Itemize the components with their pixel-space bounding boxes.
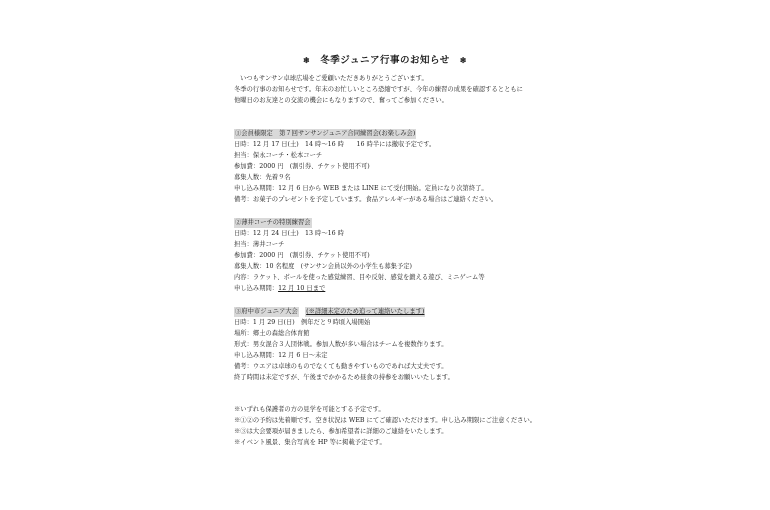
event-section-1 (234, 128, 554, 205)
event-line: 募集人数：10 名程度 (サンサン会員以外の小学生も募集予定) (234, 263, 413, 270)
event-line: 担当：薄井コーチ (234, 241, 285, 248)
event-heading: ①会員様限定 第７回サンサンジュニア合同練習会(お楽しみ会) (235, 130, 416, 137)
intro-section (234, 73, 554, 106)
event-deadline-line (234, 283, 554, 294)
event-line: 参加費：2000 円 (割引券、チケット使用不可) (234, 163, 370, 170)
event-line: 申し込み期間：12 月 6 日～未定 (234, 352, 328, 359)
event-line: 備考：ウエアは卓球のものでなくても動きやすいものであれば大丈夫です。 (234, 363, 448, 370)
intro-line: いつもサンサン卓球広場をご愛顧いただきありがとうございます。 (240, 75, 428, 82)
event-line: 担当：保永コーチ・松本コーチ (234, 152, 323, 159)
event-line: 日時：1 月 29 日(日) 例年だと９時頃入場開始 (234, 319, 371, 326)
event-section-2 (234, 217, 554, 294)
event-heading: ②薄井コーチの特別練習会 (235, 219, 311, 226)
intro-line: 冬季の行事のお知らせです。年末のお忙しいところ恐縮ですが、今年の練習の成果を確認するとともに (234, 86, 523, 93)
deadline-value: 12 月 10 日まで (278, 285, 326, 292)
snowflake-icon: ❄ (303, 55, 311, 65)
event-line: 内容：ラケット、ボールを使った感覚練習、目や反射、感覚を鍛える遊び、ミニゲーム等 (234, 274, 485, 281)
title-text: 冬季ジュニア行事のお知らせ (320, 55, 450, 66)
deadline-label: 申し込み期間： (234, 285, 279, 292)
event-line: 日時：12 月 17 日(土) 14 時～16 時 16 時半には撤収予定です。 (234, 141, 436, 148)
event-line: 参加費：2000 円 (割引券、チケット使用不可) (234, 252, 370, 259)
event-line: 場所：郷土の森総合体育館 (234, 330, 310, 337)
event-line: 備考：お菓子のプレゼントを予定しています。食品アレルギーがある場合はご連絡ください。 (234, 196, 498, 203)
snowflake-icon: ❄ (459, 55, 467, 65)
page-title (0, 53, 770, 68)
event-line: 募集人数：先着９名 (234, 174, 291, 181)
note-line: ※①②の予約は先着順です。空き状況は WEB にてご確認いただけます。申し込み期限にご注意ください。 (234, 417, 537, 424)
event-line: 申し込み期間：12 月 6 日から WEB または LINE にて受付開始。定員になり次第終了。 (234, 185, 488, 192)
notes-section (234, 404, 554, 448)
note-line: ※いずれも保護者の方の見学を可能とする予定です。 (234, 406, 385, 413)
event-heading: ③府中市ジュニア大会 (235, 308, 298, 315)
event-line: 終了時間は未定ですが、午後までかかるため昼食の持参をお願いいたします。 (234, 374, 454, 381)
event-line: 日時：12 月 24 日(土) 13 時～16 時 (234, 230, 344, 237)
event-heading-note: (※詳細未定のため追って連絡いたします) (306, 308, 425, 315)
note-line: ※イベント風景、集合写真を HP 等に掲載予定です。 (234, 439, 386, 446)
note-line: ※③は大会要項が届きましたら、参加希望者に詳細のご連絡をいたします。 (234, 428, 448, 435)
intro-line: 他曜日のお友達との交流の機会にもなりますので、奮ってご参加ください。 (234, 97, 448, 104)
event-section-3 (234, 306, 554, 383)
event-line: 形式：男女混合３人団体戦。参加人数が多い場合はチームを複数作ります。 (234, 341, 448, 348)
